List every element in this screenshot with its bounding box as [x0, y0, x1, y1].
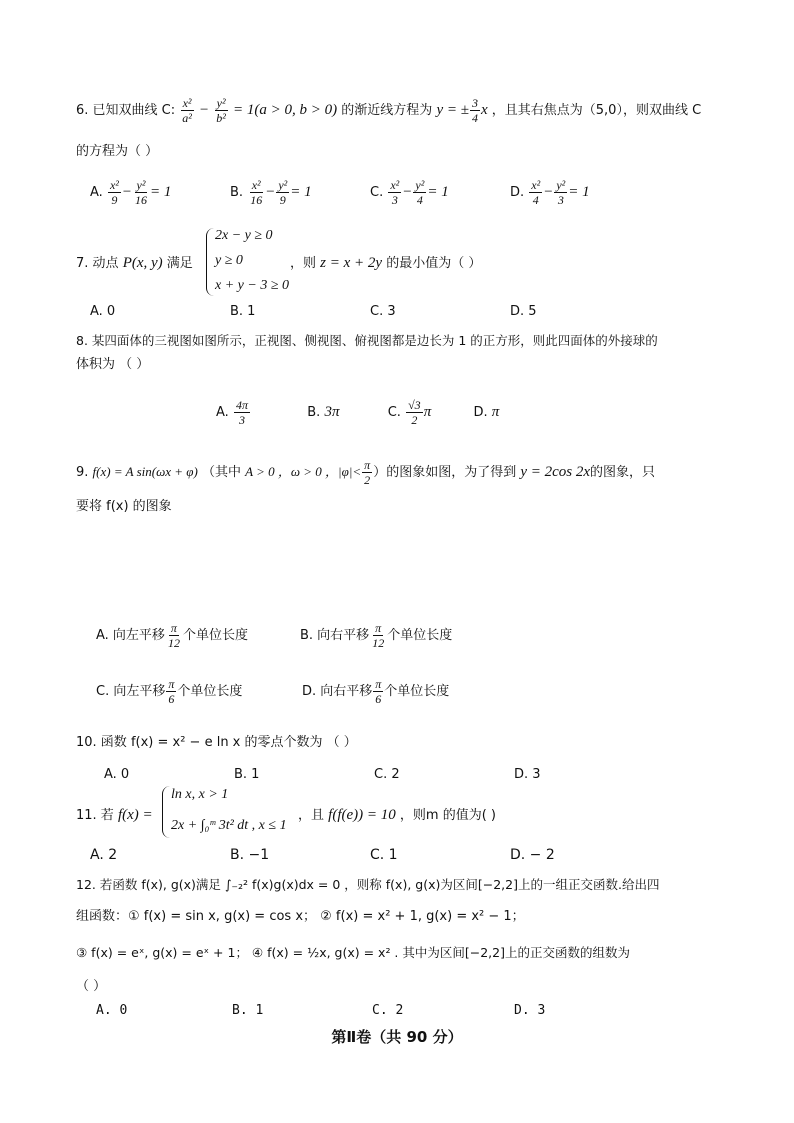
q6-prefix: 6. 已知双曲线 C: — [76, 103, 176, 118]
q7-c3: x + y − 3 ≥ 0 — [215, 278, 290, 293]
q11-brace — [162, 786, 171, 838]
q6-frac-y: $\frac{\text{y²}}{\text{b²}}$ — [216, 96, 226, 125]
q10-stem: 10. 函数 f(x) = x² − e ln x 的零点个数为 （ ） — [76, 735, 357, 750]
q12-line4: （ ） — [76, 979, 107, 994]
q6-line2: 的方程为（ ） — [76, 144, 159, 159]
q7-z: z = x + 2y — [320, 255, 383, 271]
q10-option-b: B. 1 — [234, 767, 260, 782]
q12-option-c: C. 2 — [372, 1003, 404, 1018]
q7-stem: 7. 动点 P(x, y) 满足 — [76, 255, 193, 271]
q6-option-c: C. $\frac{\text{x²}}{3}$ − $\frac{\text{y²}}{4}$ = 1 — [370, 178, 449, 207]
q11-option-a: A. 2 — [90, 847, 118, 863]
q10-option-c: C. 2 — [374, 767, 400, 782]
q6-eq-tail: = 1(a > 0, b > 0) — [233, 102, 338, 118]
q8-options: A. $\frac{4\pi}{3}$ B. 3π C. $\frac{√3}{2}$ π D. π — [216, 398, 500, 427]
q8-line1: 8. 某四面体的三视图如图所示，正视图、侧视图、俯视图都是边长为 1 的正方形，则此四面体的外接球的 — [76, 333, 658, 348]
q7-option-b: B. 1 — [230, 304, 256, 319]
q11-option-c: C. 1 — [370, 847, 398, 863]
q12-option-b: B. 1 — [232, 1003, 264, 1018]
q7-option-c: C. 3 — [370, 304, 396, 319]
q12-option-a: A. 0 — [96, 1003, 128, 1018]
q11-prefix: 11. 若 f(x) = — [76, 807, 153, 823]
q9-option-a: A. 向左平移 $\frac{\pi}{12}$ 个单位长度 — [96, 621, 248, 650]
q11-option-d: D. − 2 — [510, 847, 555, 863]
q9-line1: 9. f(x) = A sin(ωx + φ) （其中 A > 0 ，ω > 0 ，|φ|< $\frac{\pi}{2}$ ）的图象如图，为了得到 y = 2cos 2x的图象，只 — [76, 458, 656, 487]
q11-cond: f(f(e)) = 10 — [328, 807, 396, 823]
q6-option-a: A. $\frac{\text{x²}}{9}$ − $\frac{\text{y²}}{16}$ = 1 — [90, 178, 172, 207]
q12-option-d: D. 3 — [514, 1003, 546, 1018]
q9-target: y = 2cos 2x — [520, 464, 591, 480]
q11-fx: f(x) = — [117, 807, 153, 823]
section-title: 第Ⅱ卷（共 90 分） — [331, 1028, 463, 1046]
q9-line2: 要将 f(x) 的图象 — [76, 499, 172, 514]
q12-line2: 组函数：① f(x) = sin x, g(x) = cos x； ② f(x) = x² + 1, g(x) = x² − 1； — [76, 909, 525, 924]
q6-frac-x: $\frac{\text{x²}}{\text{a²}}$ — [182, 96, 192, 125]
q11-c2: 2x + ∫₀ᵐ 3t² dt , x ≤ 1 — [171, 818, 287, 833]
q9-func: f(x) = A sin(ωx + φ) — [92, 464, 198, 479]
q6-suffix: ，且其右焦点为（5,0），则双曲线 C — [491, 103, 702, 118]
q8-a-frac: $\frac{4\pi}{3}$ — [235, 398, 248, 427]
q6-asym-x: x — [480, 102, 488, 118]
q7-point: P(x, y) — [122, 255, 163, 271]
q6-mid: 的渐近线方程为 — [341, 103, 433, 118]
q9-option-d: D. 向右平移 $\frac{\pi}{6}$ 个单位长度 — [302, 677, 450, 706]
q7-option-d: D. 5 — [510, 304, 537, 319]
q7-brace — [206, 228, 215, 296]
q11-tail: ，且 f(f(e)) = 10 ，则m 的值为( ) — [298, 807, 496, 823]
q7-c2: y ≥ 0 — [215, 253, 243, 268]
q8-line2: 体积为 （ ） — [76, 357, 150, 372]
q8-c-frac: $\frac{√3}{2}$ — [408, 398, 421, 427]
q7-option-a: A. 0 — [90, 304, 116, 319]
q11-option-b: B. −1 — [230, 847, 270, 863]
q10-option-d: D. 3 — [514, 767, 541, 782]
q6-asym-frac: $\frac{3}{4}$ — [471, 96, 478, 125]
q10-option-a: A. 0 — [104, 767, 130, 782]
q6-asym: y = ± — [436, 102, 469, 118]
q6-option-d: D. $\frac{\text{x²}}{4}$ − $\frac{\text{y²}}{3}$ = 1 — [510, 178, 590, 207]
q12-line1: 12. 若函数 f(x), g(x)满足 ∫₋₂² f(x)g(x)dx = 0 ，则称 f(x), g(x)为区间[−2,2]上的一组正交函数.给出四 — [76, 877, 660, 892]
q6-line1: 6. 已知双曲线 C: $\frac{\text{x²}}{\text{a²}}$ − $\frac{\text{y²}}{\text{b²}}$ = 1(a > 0, b > 0) 的渐近线方程为 y = ± $\frac{3}{4}$ x ，且其右焦点为（5,0），则双曲线 C — [76, 96, 702, 125]
q7-tail: ，则 z = x + 2y 的最小值为（ ） — [290, 255, 482, 271]
q9-option-c: C. 向左平移 $\frac{\pi}{6}$ 个单位长度 — [96, 677, 243, 706]
q12-line3: ③ f(x) = eˣ, g(x) = eˣ + 1； ④ f(x) = ½x, g(x) = x² . 其中为区间[−2,2]上的正交函数的组数为 — [76, 945, 630, 960]
q6-option-b: B. $\frac{\text{x²}}{16}$ − $\frac{\text{y²}}{9}$ = 1 — [230, 178, 312, 207]
q11-c1: ln x, x > 1 — [171, 787, 229, 802]
q7-c1: 2x − y ≥ 0 — [215, 228, 273, 243]
q9-option-b: B. 向右平移 $\frac{\pi}{12}$ 个单位长度 — [300, 621, 453, 650]
